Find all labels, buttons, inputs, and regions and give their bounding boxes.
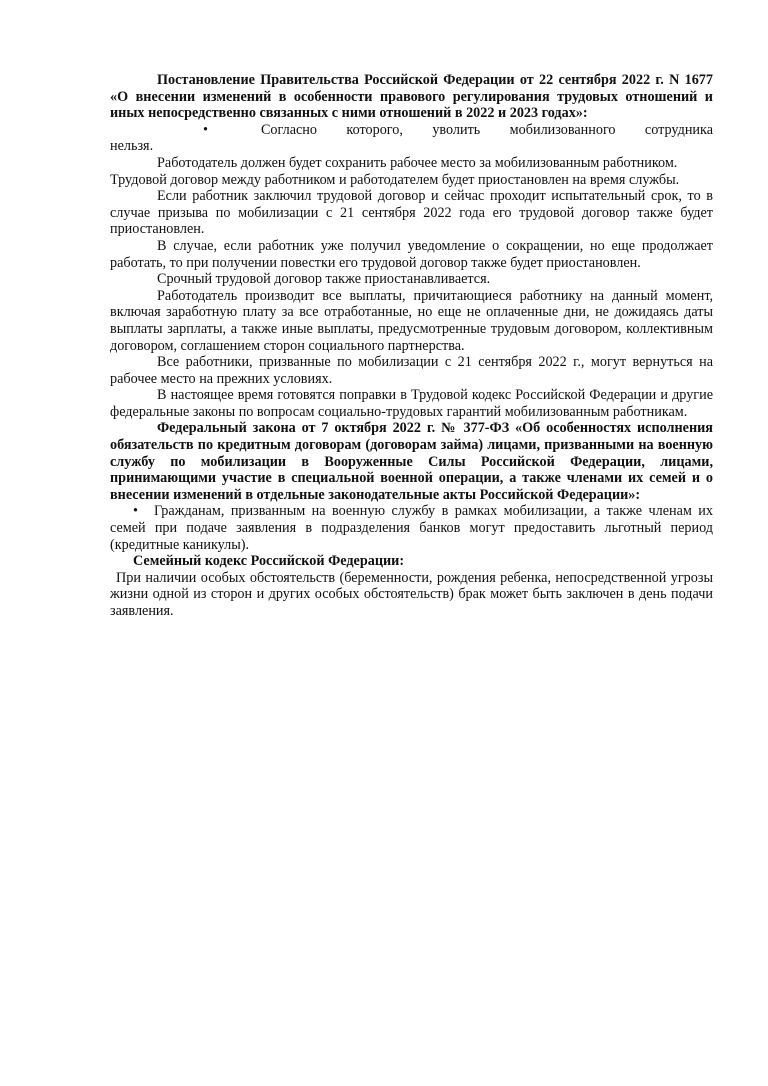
paragraph-probation: Если работник заключил трудовой договор и сейчас проходит испытательный срок, то в случае призыва по мобилизации с 21 сентября 2022 года его трудовой договор также будет приостановлен. — [110, 188, 713, 238]
heading-family-code: Семейный кодекс Российской Федерации: — [133, 553, 405, 570]
bullet-icon: • — [203, 121, 208, 138]
heading-government-decree: Постановление Правительства Российской Федерации от 22 сентября 2022 г. N 1677 «О внесении изменений в особенности правового регулирования трудовых отношений и иных непосредственно связанных с ними отношений в 2022 и 2023 годах»: — [110, 72, 713, 122]
bullet-text: Согласно которого, уволить мобилизованного сотрудника нельзя. — [110, 121, 713, 155]
bullet-icon: • — [133, 503, 138, 520]
paragraph-redundancy: В случае, если работник уже получил уведомление о сокращении, но еще продолжает работать, то при получении повестки его трудовой договор также будет приостановлен. — [110, 237, 713, 271]
paragraph-fixed-term: Срочный трудовой договор также приостанавливается. — [157, 271, 491, 288]
bullet-text: Гражданам, призванным на военную службу в рамках мобилизации, а также членам их семей при подаче заявления в подразделения банков могут предоставить льготный период (кредитные каникулы). — [110, 503, 713, 553]
document-page — [110, 72, 713, 620]
paragraph-payments: Работодатель производит все выплаты, причитающиеся работнику на данный момент, включая заработную плату за все отработанные, но еще не оплаченные дни, не дожидаясь даты выплаты зарплаты, а также иные выплаты, предусмотренные трудовым договором, коллективным договором, соглашением сторон социального партнерства. — [110, 287, 713, 354]
paragraph-suspension: Трудовой договор между работником и работодателем будет приостановлен на время службы. — [110, 171, 680, 188]
bullet-item-dismissal — [110, 122, 713, 155]
bullet-item-credit-holidays — [110, 503, 713, 553]
paragraph-marriage: При наличии особых обстоятельств (беременности, рождения ребенка, непосредственной угрозы жизни одной из сторон и других особых обстоятельств) брак может быть заключен в день подачи заявления. — [110, 569, 713, 619]
heading-federal-law: Федеральный закона от 7 октября 2022 г. № 377-ФЗ «Об особенностях исполнения обязательств по кредитным договорам (договорам займа) лицами, призванными на военную службу по мобилизации в Вооруженные Силы Российской Федерации, лицами, принимающими участие в специальной военной операции, а также членами их семей и о внесении изменений в отдельные законодательные акты Российской Федерации»: — [110, 420, 713, 503]
paragraph-amendments: В настоящее время готовятся поправки в Трудовой кодекс Российской Федерации и другие федеральные законы по вопросам социально-трудовых гарантий мобилизованным работникам. — [110, 387, 713, 420]
paragraph-return: Все работники, призванные по мобилизации с 21 сентября 2022 г., могут вернуться на рабочее место на прежних условиях. — [110, 354, 713, 387]
paragraph-workplace: Работодатель должен будет сохранить рабочее место за мобилизованным работником. — [157, 154, 678, 171]
